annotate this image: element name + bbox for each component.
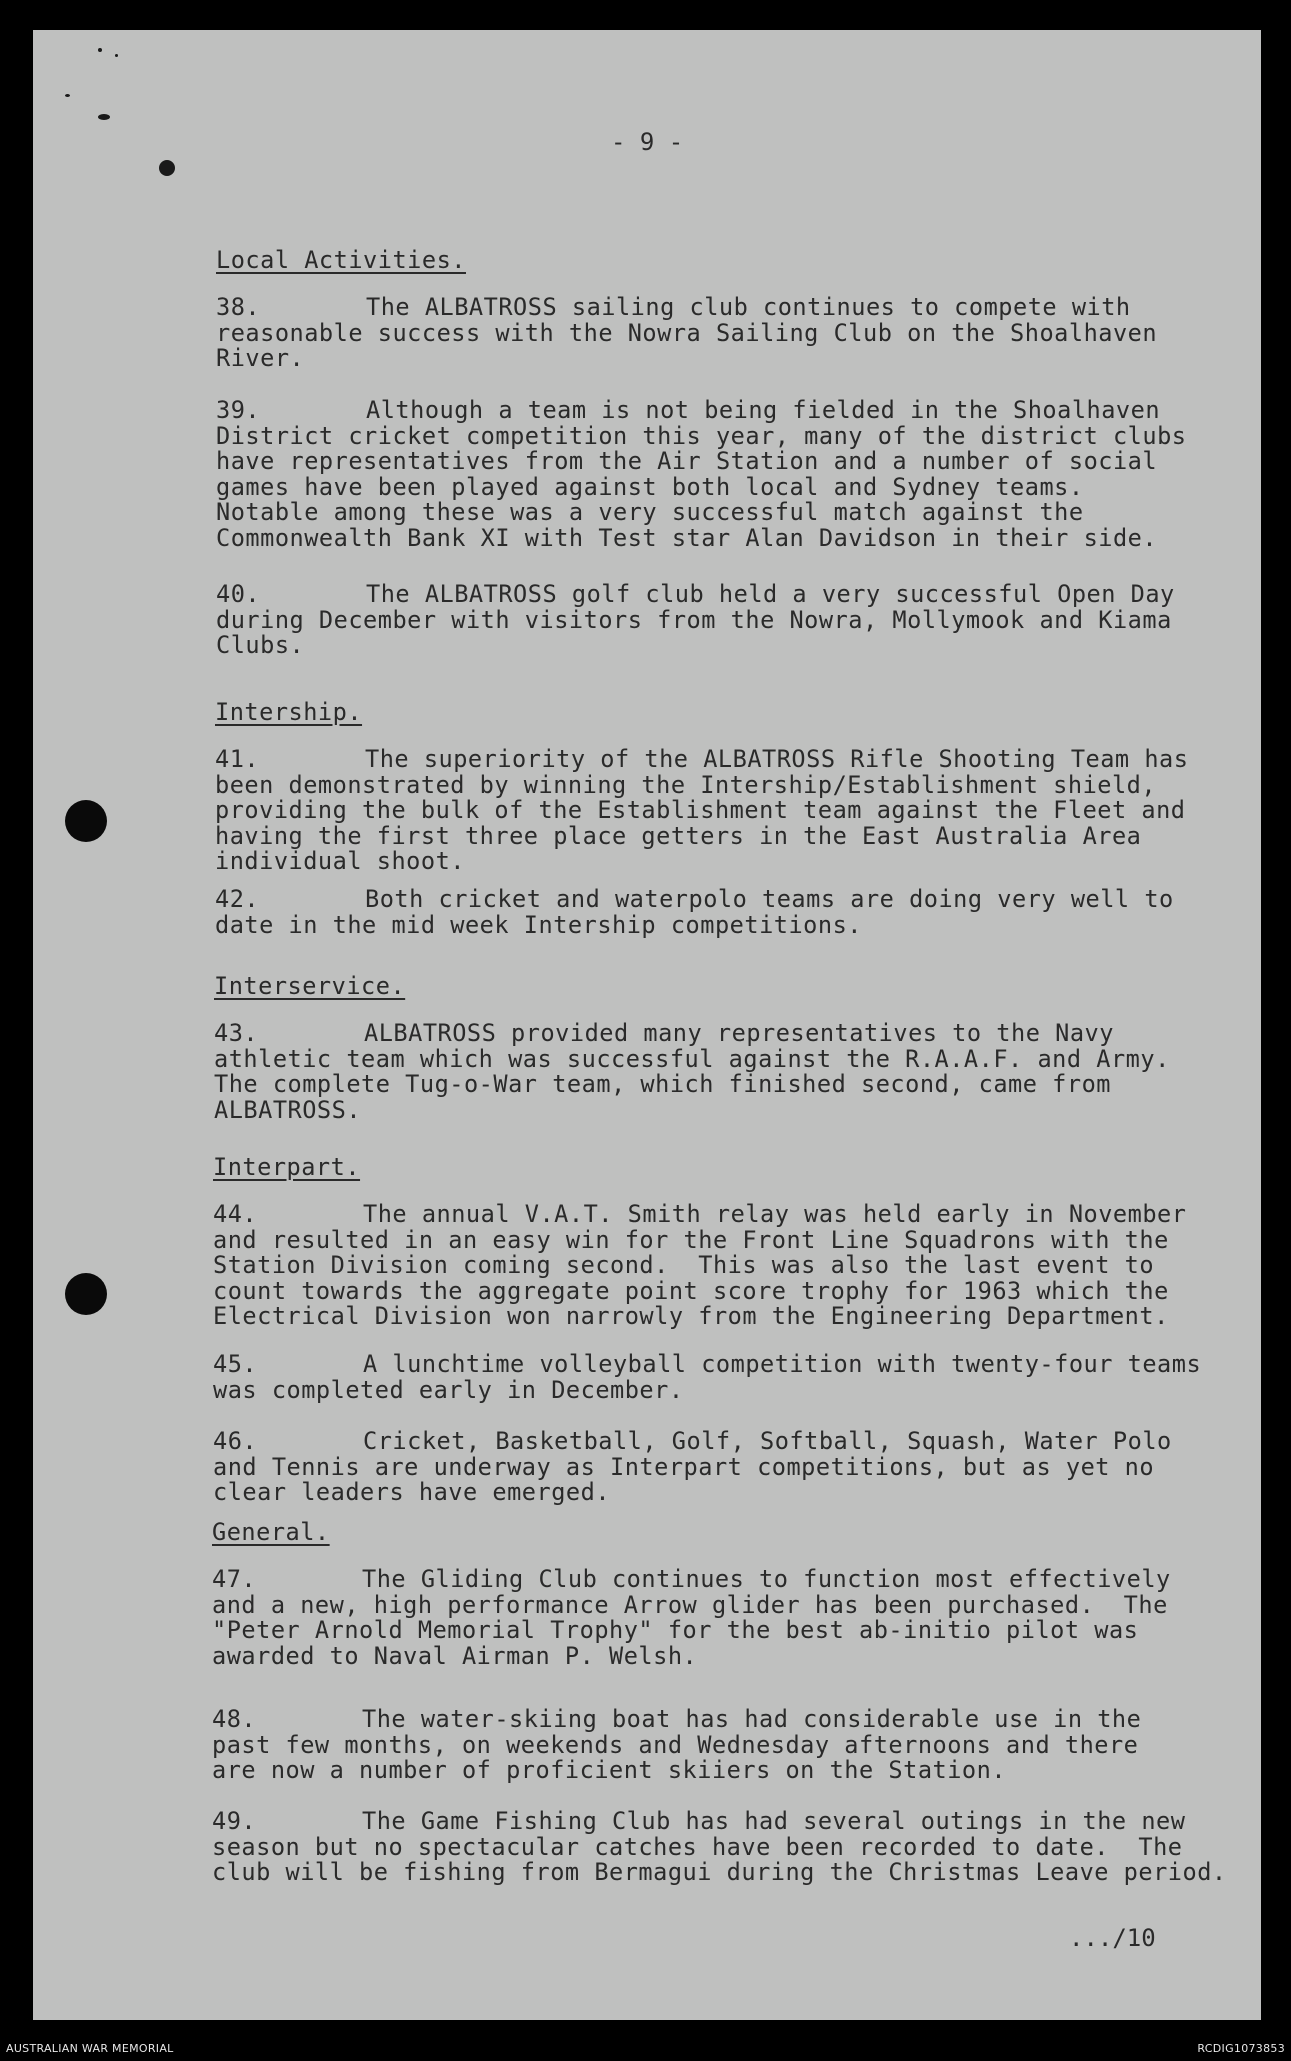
page-number: - 9 - [611,128,684,156]
punch-hole-top [65,800,107,842]
paragraph-45 [213,1352,1201,1403]
section-heading: Interpart. [213,1153,361,1181]
paragraph-text: ALBATROSS provided many representatives to the Navy [364,1019,1114,1047]
document-page [33,30,1261,2020]
paragraph-line: and Tennis are underway as Interpart competitions, but as yet no [213,1452,1155,1481]
paragraph-text: The water-skiing boat has had considerable use in the [362,1705,1142,1733]
paragraph-first-line [213,1429,1172,1455]
paragraph-number: 39. [216,396,261,424]
paper-speck [65,94,70,97]
paragraph-39 [216,398,1187,552]
paragraph-text: Both cricket and waterpolo teams are doing very well to [365,885,1174,913]
section-heading: Interservice. [214,972,406,1000]
paragraph-text: A lunchtime volleyball competition with twenty-four teams [363,1350,1202,1378]
paragraph-line: Electrical Division won narrowly from the Engineering Department. [213,1302,1169,1331]
footer-record-id: RCDIG1073853 [1197,2042,1285,2055]
paragraph-line: awarded to Naval Airman P. Welsh. [212,1641,698,1670]
paragraph-line: club will be fishing from Bermagui during the Christmas Leave period. [212,1858,1227,1887]
paragraph-48 [212,1707,1141,1784]
paragraph-line: providing the bulk of the Establishment team against the Fleet and [215,796,1186,825]
paragraph-number: 43. [214,1019,259,1047]
section-heading: General. [212,1518,330,1546]
paragraph-text: The annual V.A.T. Smith relay was held early in November [363,1200,1187,1228]
paragraph-line: individual shoot. [215,847,465,876]
paragraph-number: 41. [215,745,260,773]
paragraph-41 [215,747,1188,875]
paragraph-first-line [213,1352,1201,1378]
paragraph-47 [212,1567,1171,1669]
paper-speck [98,48,102,52]
continuation-marker: .../10 [1069,1924,1156,1952]
paragraph-line: having the first three place getters in the East Australia Area [215,821,1142,850]
paragraph-text: The ALBATROSS golf club held a very successful Open Day [366,580,1175,608]
paragraph-line: "Peter Arnold Memorial Trophy" for the best ab-initio pilot was [212,1616,1139,1645]
paragraph-text: The Gliding Club continues to function most effectively [362,1565,1171,1593]
paragraph-number: 45. [213,1350,258,1378]
paragraph-line: Notable among these was a very successful match against the [216,498,1084,527]
paragraph-line: The complete Tug-o-War team, which finished second, came from [214,1070,1111,1099]
paragraph-first-line [212,1809,1227,1835]
paragraph-first-line [215,887,1174,913]
paragraph-line: have representatives from the Air Station and a number of social [216,447,1158,476]
paragraph-line: reasonable success with the Nowra Sailing Club on the Shoalhaven [216,318,1158,347]
paragraph-first-line [212,1567,1171,1593]
paragraph-first-line [213,1202,1186,1228]
paragraph-number: 40. [216,580,261,608]
paragraph-line: Station Division coming second. This was also the last event to [213,1251,1155,1280]
paragraph-49 [212,1809,1227,1886]
paragraph-line: during December with visitors from the Nowra, Mollymook and Kiama [216,605,1172,634]
paragraph-line: Clubs. [216,631,305,660]
paragraph-line: past few months, on weekends and Wednesday afternoons and there [212,1730,1139,1759]
paragraph-line: are now a number of proficient skiiers on the Station. [212,1756,1007,1785]
paragraph-number: 49. [212,1807,257,1835]
paragraph-first-line [216,582,1175,608]
paragraph-line: was completed early in December. [213,1375,684,1404]
footer-institution: AUSTRALIAN WAR MEMORIAL [6,2042,174,2055]
paragraph-number: 44. [213,1200,258,1228]
paragraph-line: season but no spectacular catches have been recorded to date. The [212,1832,1183,1861]
paragraph-first-line [214,1021,1170,1047]
paragraph-first-line [215,747,1188,773]
paragraph-number: 47. [212,1565,257,1593]
section-heading: Intership. [215,698,363,726]
paragraph-text: Although a team is not being fielded in the Shoalhaven [366,396,1161,424]
paragraph-first-line [216,398,1187,424]
paragraph-number: 38. [216,293,261,321]
paragraph-line: District cricket competition this year, many of the district clubs [216,421,1187,450]
paragraph-first-line [212,1707,1141,1733]
paragraph-number: 46. [213,1427,258,1455]
paragraph-40 [216,582,1175,659]
paragraph-line: games have been played against both local and Sydney teams. [216,472,1084,501]
paragraph-line: and resulted in an easy win for the Front Line Squadrons with the [213,1225,1169,1254]
paragraph-line: clear leaders have emerged. [213,1478,611,1507]
paragraph-first-line [216,295,1157,321]
paragraph-38 [216,295,1157,372]
paper-speck [115,54,118,57]
paragraph-line: athletic team which was successful against the R.A.A.F. and Army. [214,1044,1170,1073]
paragraph-number: 42. [215,885,260,913]
paper-speck [98,114,110,120]
paragraph-text: The Game Fishing Club has had several outings in the new [362,1807,1186,1835]
paragraph-text: The ALBATROSS sailing club continues to compete with [366,293,1131,321]
paragraph-number: 48. [212,1705,257,1733]
paragraph-text: The superiority of the ALBATROSS Rifle Shooting Team has [365,745,1189,773]
paragraph-line: River. [216,344,305,373]
paragraph-46 [213,1429,1172,1506]
paragraph-line: count towards the aggregate point score trophy for 1963 which the [213,1276,1169,1305]
paragraph-44 [213,1202,1186,1330]
paragraph-line: date in the mid week Intership competitions. [215,910,863,939]
paragraph-line: Commonwealth Bank XI with Test star Alan Davidson in their side. [216,523,1158,552]
paragraph-line: and a new, high performance Arrow glider has been purchased. The [212,1590,1168,1619]
paragraph-42 [215,887,1174,938]
paragraph-43 [214,1021,1170,1123]
paragraph-line: been demonstrated by winning the Intership/Establishment shield, [215,770,1157,799]
paragraph-line: ALBATROSS. [214,1095,362,1124]
paper-speck [159,160,175,176]
paragraph-text: Cricket, Basketball, Golf, Softball, Squash, Water Polo [363,1427,1172,1455]
section-heading: Local Activities. [216,246,466,274]
punch-hole-bottom [65,1273,107,1315]
